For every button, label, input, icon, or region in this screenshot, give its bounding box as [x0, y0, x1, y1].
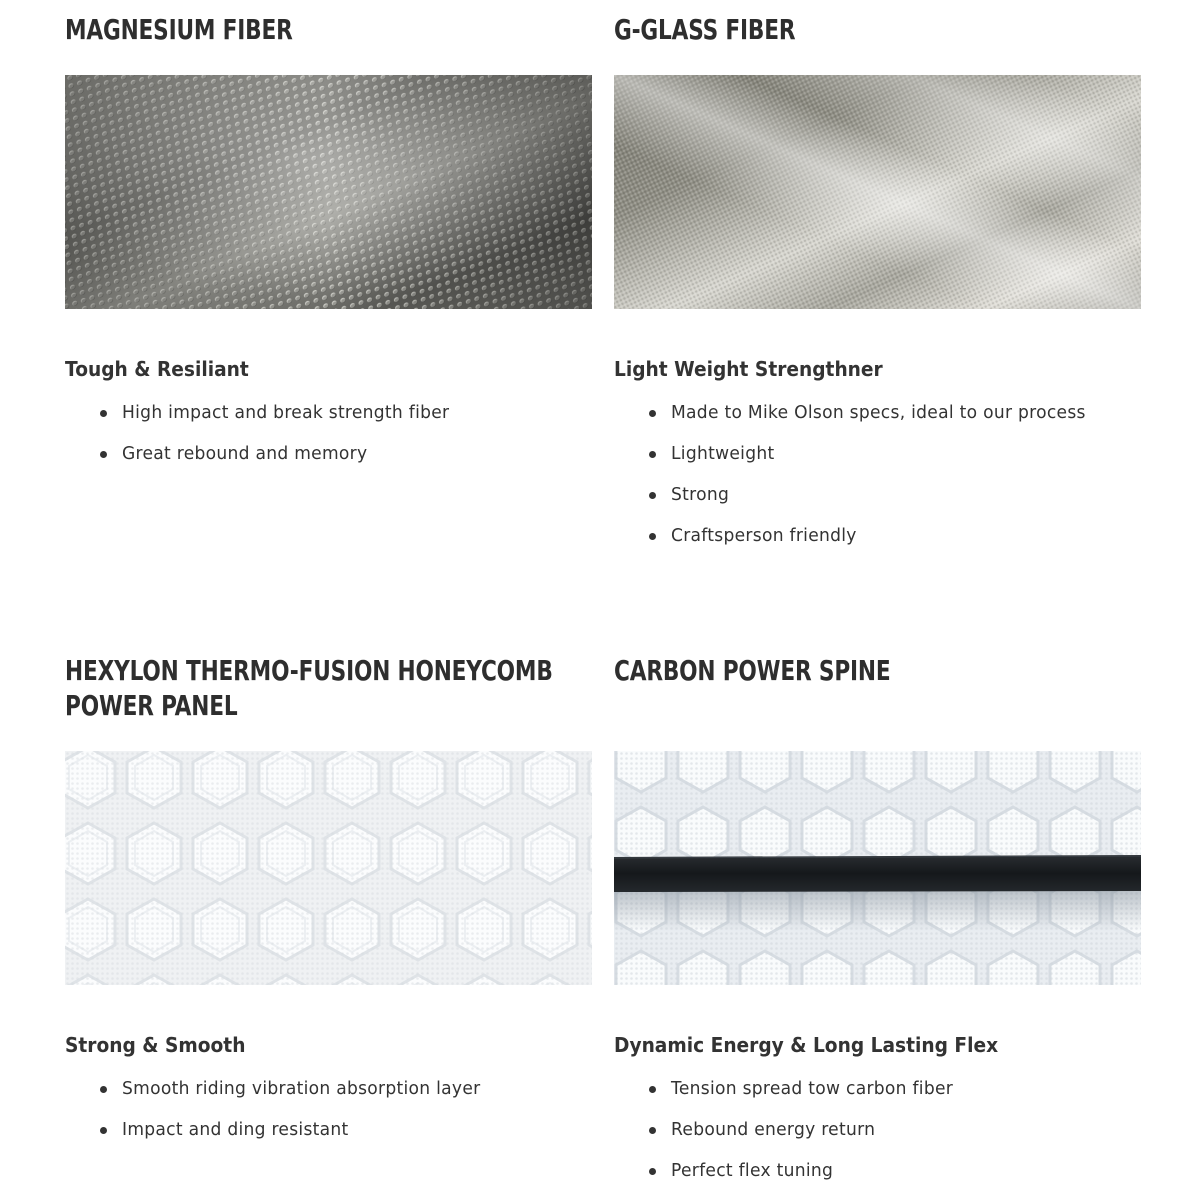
list-item: Craftsperson friendly: [614, 522, 1108, 563]
feature-subtitle: Dynamic Energy & Long Lasting Flex: [614, 1033, 999, 1057]
bullet-dot-icon: [649, 1086, 656, 1093]
feature-subtitle: Light Weight Strengthner: [614, 357, 883, 381]
list-item: High impact and break strength fiber: [65, 399, 467, 440]
bullet-dot-icon: [649, 1127, 656, 1134]
feature-title-line: G-GLASS FIBER: [614, 13, 796, 46]
list-item: Perfect flex tuning: [614, 1157, 968, 1198]
feature-title-line: POWER PANEL: [65, 689, 238, 722]
feature-subtitle: Tough & Resiliant: [65, 357, 249, 381]
feature-title-line: MAGNESIUM FIBER: [65, 13, 293, 46]
bullet-dot-icon: [100, 1086, 107, 1093]
feature-title: [614, 653, 1067, 688]
feature-title: [614, 12, 1067, 47]
list-item: Strong: [614, 481, 1108, 522]
honeycomb-panel-image: [65, 751, 592, 985]
list-item: Tension spread tow carbon fiber: [614, 1075, 968, 1116]
bullet-dot-icon: [100, 410, 107, 417]
magnesium-fiber-image: [65, 75, 592, 309]
bullet-dot-icon: [649, 492, 656, 499]
list-item: Great rebound and memory: [65, 440, 467, 481]
list-item: Rebound energy return: [614, 1116, 968, 1157]
feature-bullet-list: [614, 1075, 968, 1198]
bullet-dot-icon: [100, 451, 107, 458]
feature-title: [65, 12, 518, 47]
feature-title: [65, 653, 553, 723]
feature-title-line: HEXYLON THERMO-FUSION HONEYCOMB: [65, 654, 553, 687]
carbon-spine-image: [614, 751, 1141, 985]
bullet-dot-icon: [649, 1168, 656, 1175]
list-item: Lightweight: [614, 440, 1108, 481]
list-item: Impact and ding resistant: [65, 1116, 499, 1157]
bullet-dot-icon: [649, 410, 656, 417]
g-glass-fiber-image: [614, 75, 1141, 309]
feature-subtitle: Strong & Smooth: [65, 1033, 246, 1057]
bullet-dot-icon: [649, 533, 656, 540]
bullet-dot-icon: [100, 1127, 107, 1134]
feature-bullet-list: [65, 399, 467, 481]
list-item: Made to Mike Olson specs, ideal to our process: [614, 399, 1108, 440]
list-item: Smooth riding vibration absorption layer: [65, 1075, 499, 1116]
bullet-dot-icon: [649, 451, 656, 458]
feature-bullet-list: [614, 399, 1108, 563]
feature-bullet-list: [65, 1075, 499, 1157]
feature-title-line: CARBON POWER SPINE: [614, 654, 891, 687]
